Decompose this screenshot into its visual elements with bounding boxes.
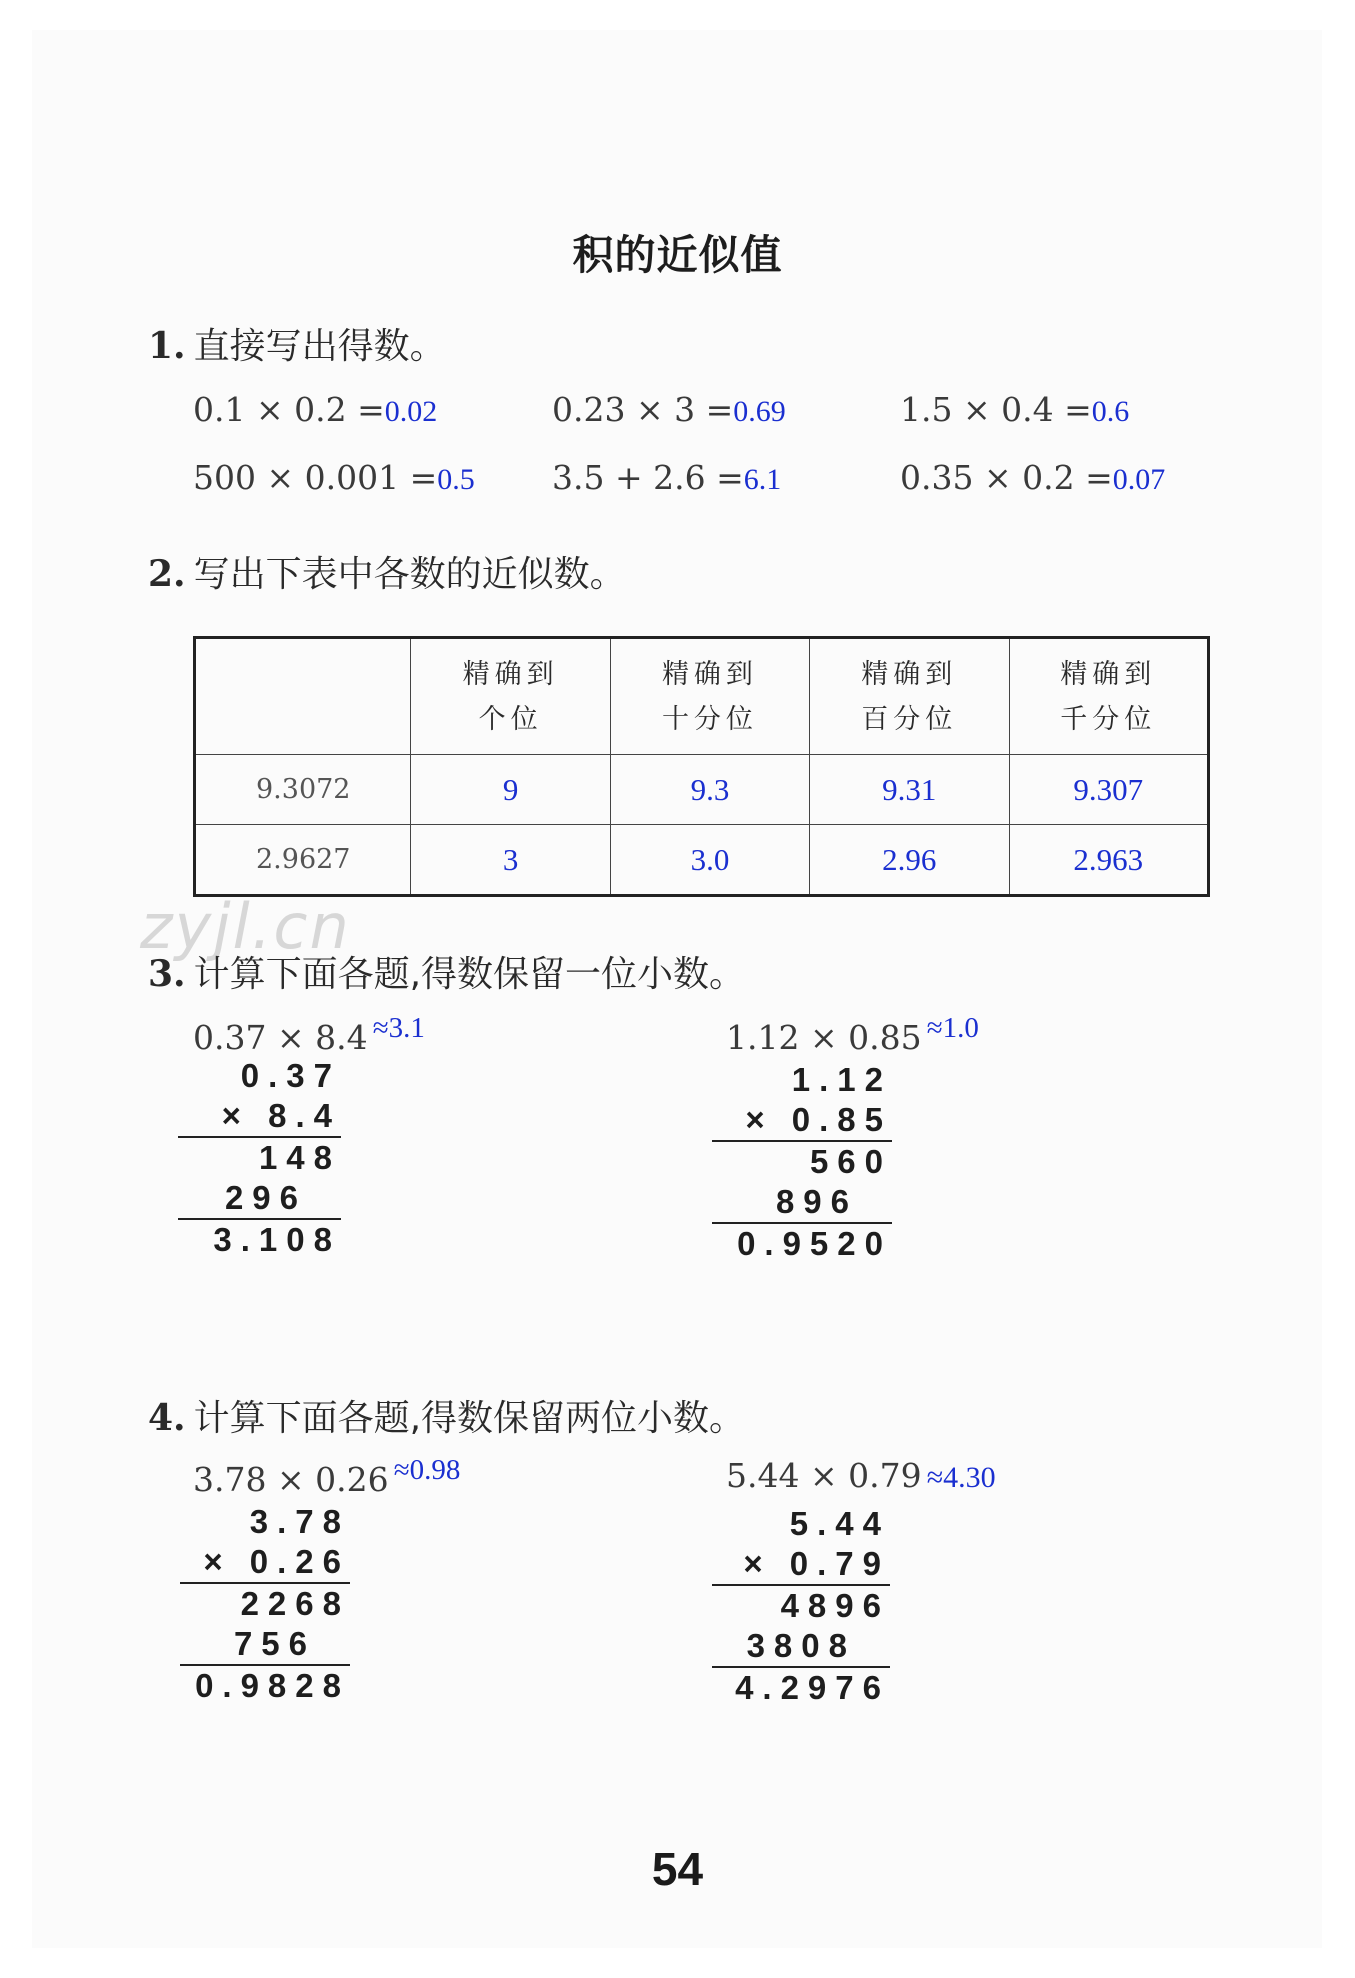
q1-item-answer: 6.1: [743, 463, 782, 496]
product: 0.9828: [180, 1664, 350, 1706]
table-cell-answer: 9.307: [1009, 755, 1209, 825]
partial-product: 4896: [712, 1584, 890, 1626]
problem-expression: 3.78 × 0.26: [193, 1460, 389, 1499]
table-cell-answer: 2.963: [1009, 825, 1209, 896]
header-line: 千分位: [1060, 703, 1157, 735]
header-line: 精确到: [462, 658, 559, 690]
product: 3.108: [178, 1218, 341, 1260]
table-row-label: 2.9627: [195, 825, 411, 896]
table-cell-answer: 9.31: [810, 755, 1009, 825]
partial-product: 2268: [180, 1582, 350, 1624]
q1-item-6: [900, 458, 1165, 497]
question-4-text: 计算下面各题,得数保留两位小数。: [193, 1398, 746, 1439]
question-4-heading: [148, 1390, 745, 1441]
product: 4.2976: [712, 1666, 890, 1708]
q1-item-expr: 1.5 × 0.4 =: [900, 390, 1092, 429]
q1-item-expr: 0.35 × 0.2 =: [900, 458, 1113, 497]
table-row-label: 9.3072: [195, 755, 411, 825]
table-cell-answer: 2.96: [810, 825, 1009, 896]
multiplicand: 0.37: [240, 1057, 341, 1094]
multiplier: × 0.26: [203, 1543, 350, 1580]
header-line: 精确到: [661, 658, 758, 690]
multiplicand: 3.78: [249, 1503, 350, 1540]
table-cell-answer: 3: [411, 825, 610, 896]
product: 0.9520: [712, 1222, 892, 1264]
q4-problem-1: [193, 1454, 461, 1499]
watermark: zyjl.cn: [140, 890, 351, 963]
partial-product: 560: [712, 1140, 892, 1182]
q1-item-4: [193, 458, 475, 497]
q3-problem-1: [193, 1012, 425, 1057]
q1-item-expr: 0.23 × 3 =: [552, 390, 734, 429]
q1-item-expr: 0.1 × 0.2 =: [193, 390, 385, 429]
q1-item-3: [900, 390, 1129, 429]
table-header-cell: [810, 638, 1009, 755]
multiplier: × 0.79: [743, 1545, 890, 1582]
q1-item-answer: 0.6: [1091, 395, 1130, 428]
partial-product: 3808: [746, 1627, 856, 1664]
header-line: 精确到: [1060, 658, 1157, 690]
q1-item-answer: 0.02: [384, 395, 438, 428]
q1-item-answer: 0.5: [437, 463, 475, 496]
multiplicand: 1.12: [791, 1061, 892, 1098]
multiplier: × 8.4: [221, 1097, 341, 1134]
q1-item-expr: 3.5 + 2.6 =: [552, 458, 744, 497]
q1-item-answer: 0.69: [733, 395, 786, 428]
header-line: 百分位: [861, 703, 958, 735]
partial-product: 756: [233, 1625, 316, 1662]
q3-problem-2: [726, 1012, 979, 1057]
q1-item-5: [552, 458, 781, 497]
question-1-heading: [148, 318, 446, 369]
header-line: 个位: [478, 703, 543, 735]
problem-answer: ≈0.98: [393, 1454, 461, 1486]
vertical-multiplication: [178, 1056, 341, 1260]
problem-expression: 0.37 × 8.4: [193, 1018, 368, 1057]
question-2-text: 写出下表中各数的近似数。: [193, 554, 626, 595]
multiplier: × 0.85: [745, 1101, 892, 1138]
approximation-table: [193, 636, 1210, 897]
question-3-heading: [148, 946, 745, 997]
page-title: 积的近似值: [572, 231, 783, 279]
table-cell-answer: 9: [411, 755, 610, 825]
question-1-number: 1.: [148, 325, 186, 367]
problem-answer: ≈3.1: [372, 1012, 425, 1044]
problem-answer: ≈4.30: [926, 1461, 996, 1494]
partial-product: 896: [775, 1183, 858, 1220]
partial-product: 148: [178, 1136, 341, 1178]
table-header-row: [195, 638, 1209, 755]
q1-item-expr: 500 × 0.001 =: [193, 458, 438, 497]
question-2-number: 2.: [148, 553, 186, 595]
question-2-heading: [148, 546, 626, 597]
partial-product: 296: [224, 1179, 307, 1216]
page-number: 54: [651, 1843, 704, 1895]
q4-problem-2: [726, 1456, 996, 1495]
table-row: [195, 755, 1209, 825]
vertical-multiplication: [712, 1504, 890, 1708]
table-header-cell: [1009, 638, 1209, 755]
header-line: 十分位: [661, 703, 758, 735]
vertical-multiplication: [180, 1502, 350, 1706]
vertical-multiplication: [712, 1060, 892, 1264]
table-corner-cell: [195, 638, 411, 755]
q1-item-2: [552, 390, 786, 429]
table-row: [195, 825, 1209, 896]
problem-expression: 5.44 × 0.79: [726, 1456, 922, 1495]
header-line: 精确到: [861, 658, 958, 690]
question-1-text: 直接写出得数。: [193, 326, 446, 367]
table-cell-answer: 9.3: [610, 755, 809, 825]
problem-expression: 1.12 × 0.85: [726, 1018, 922, 1057]
multiplicand: 5.44: [789, 1505, 890, 1542]
question-3-number: 3.: [148, 953, 186, 995]
q1-item-1: [193, 390, 437, 429]
question-3-text: 计算下面各题,得数保留一位小数。: [193, 954, 746, 995]
problem-answer: ≈1.0: [926, 1012, 979, 1044]
question-4-number: 4.: [148, 1397, 186, 1439]
table-header-cell: [411, 638, 610, 755]
table-header-cell: [610, 638, 809, 755]
q1-item-answer: 0.07: [1112, 463, 1166, 496]
table-cell-answer: 3.0: [610, 825, 809, 896]
